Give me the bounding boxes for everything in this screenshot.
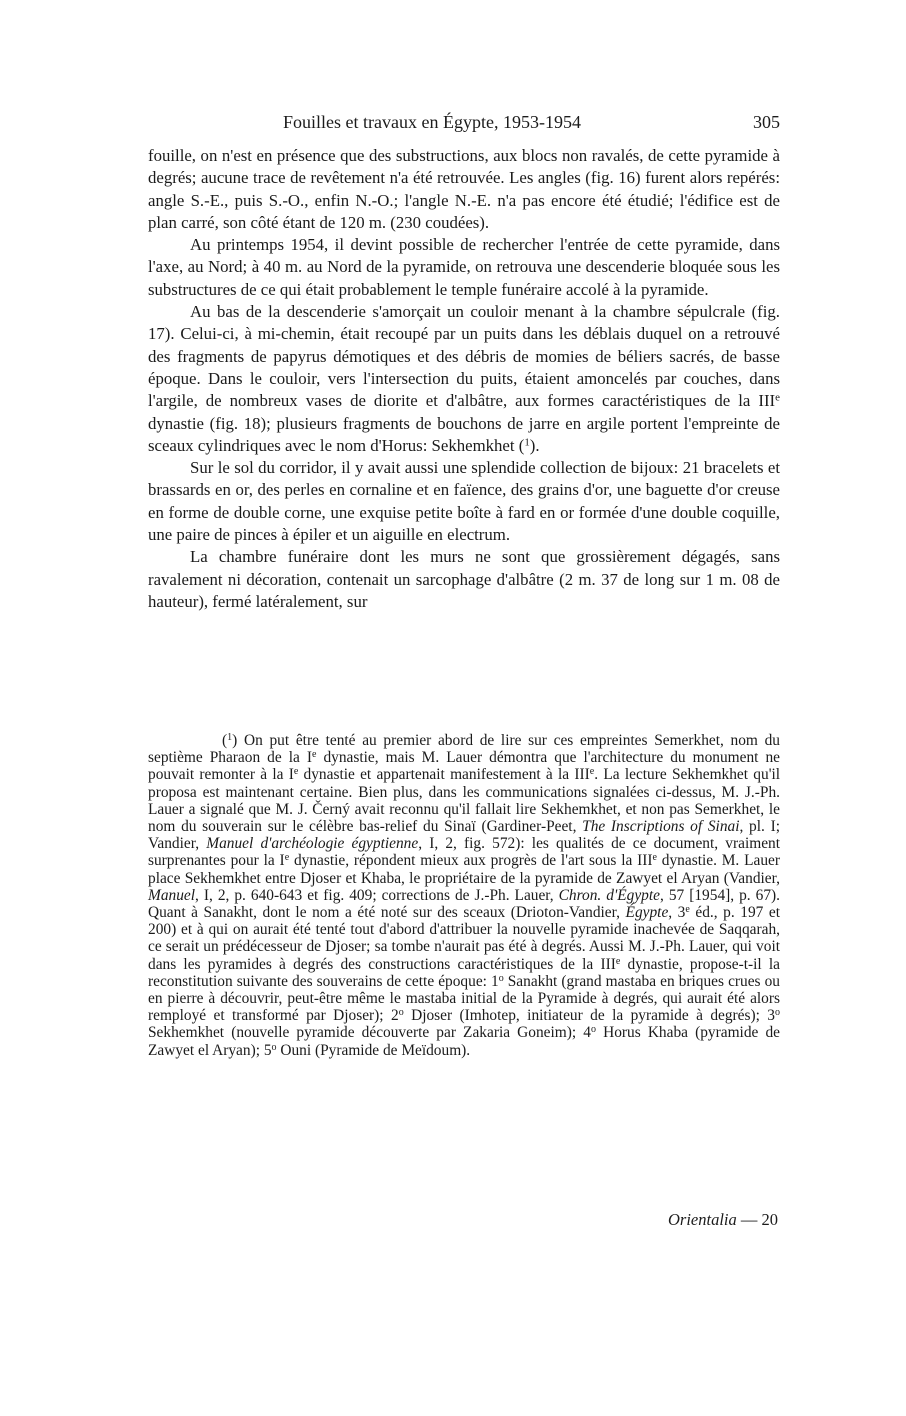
footnote-text: Ouni (Pyramide de Meïdoum). — [276, 1041, 471, 1059]
italic-title: Chron. d'Égypte — [558, 886, 660, 904]
italic-title: Manuel — [148, 886, 196, 904]
signature-separator: — — [736, 1210, 762, 1229]
footnote-marker: 1 — [227, 732, 233, 743]
paragraph-4: Sur le sol du corridor, il y avait aussi une splendide collection de bijoux: 21 bracelets et brassards en or, des perles en cornaline et en faïence, des grains d'or, une baguette d'or creuse en forme de double corne, une exquise petite boîte à fard en or formée d'une double coquille, une paire de pinces à épiler et un aiguille en electrum. — [148, 458, 780, 545]
footnote-section — [148, 732, 780, 1059]
paragraph-3-text-c: ). — [529, 435, 540, 455]
paragraph-3-text-b: dynastie (fig. 18); plusieurs fragments de bouchons de jarre en argile portent l'empreinte de sceaux cylindriques avec le nom d'Horus: Sekhemkhet ( — [148, 413, 780, 455]
footnote-text: dynastie, mais M. Lauer démontra que l'architecture du monument ne pouvait remonter à la I — [148, 749, 780, 784]
superscript: e — [685, 904, 690, 916]
footnote-text: dynastie. M. Lauer place Sekhemkhet entre Djoser et Khaba, le propriétaire de la pyramide de Zawyet el Aryan (Vandier, — [148, 852, 780, 887]
paragraph-5: La chambre funéraire dont les murs ne sont que grossièrement dégagés, sans ravalement ni décoration, contenait un sarcophage d'albâtre (2 m. 37 de long sur 1 m. 08 de hauteur), fermé latéralement, sur — [148, 547, 780, 611]
superscript: e — [311, 749, 317, 761]
footnote-text: Djoser (Imhotep, initiateur de la pyramide à degrés); 3 — [403, 1007, 775, 1025]
ordinal-mark: o — [498, 972, 504, 984]
italic-title: The Inscriptions of Sinai — [582, 818, 740, 836]
superscript: e — [615, 955, 621, 967]
main-text — [148, 145, 780, 613]
paragraph-1: fouille, on n'est en présence que des substructions, aux blocs non ravalés, de cette pyramide à degrés; aucune trace de revêtement n'a été retrouvée. Les angles (fig. 16) furent alors repérés: angle S.-E., puis S.-O., enfin N.-O.; l'angle N.-E. n'a pas encore été étudié; l'édifice est de plan carré, son côté étant de 120 m. (230 coudées). — [148, 146, 780, 232]
superscript: e — [284, 852, 290, 864]
footnote-text: dynastie, propose-t-il la reconstitution suivante des souverains de cette époque: 1 — [148, 955, 781, 990]
footnote-text: , I, 2, fig. 572): les qualités de ce document, vraiment surprenantes pour la I — [148, 835, 780, 870]
footnote-text: , I, 2, p. 640-643 et fig. 409; corrections de J.-Ph. Lauer, — [195, 886, 559, 904]
italic-title: Manuel d'archéologie égyptienne — [206, 835, 419, 853]
paragraph-3-text-a: Au bas de la descenderie s'amorçait un couloir menant à la chambre sépulcrale (fig. 17). Celui-ci, à mi-chemin, était recoupé par un puits dans les déblais duquel on a retrouvé des fragments de papyrus démotiques et des débris de momies de béliers sacrés, de basse époque. Dans le couloir, vers l'intersection du puits, étaient amoncelés par couches, dans l'argile, de nombreux vases de diorite et d'albâtre, aux formes caractéristiques de la III — [148, 302, 780, 411]
ordinal-mark: o — [775, 1007, 780, 1019]
footnote-reference: 1 — [524, 436, 530, 449]
footnote-text: dynastie et appartenait manifestement à la III — [298, 766, 590, 784]
footnote-text: Sanakht (grand mastaba en briques crues ou en pierre à découvrir, peut-être même le mastaba initial de la Pyramide à degrés, qui aurait été alors remployé et transformé par Djoser); 2 — [148, 972, 780, 1025]
footnote-text: dynastie, répondent mieux aux progrès de l'art sous la III — [289, 852, 653, 870]
sheet-signature — [668, 1210, 778, 1230]
footnote-text: Sekhemkhet (nouvelle pyramide découverte par Zakaria Goneim); 4 — [148, 1024, 591, 1042]
footnote-text: , 57 [1954], p. 67). Quant à Sanakht, dont le nom a été noté sur des sceaux (Drioton-Vandier, — [148, 886, 781, 922]
footnote-text: , pl. I; Vandier, — [148, 818, 780, 853]
footnote-text: On put être tenté au premier abord de lire sur ces empreintes Semerkhet, nom du septième Pharaon de la I — [148, 732, 780, 767]
paragraph-3 — [148, 301, 780, 457]
superscript: e — [293, 766, 299, 778]
footnote-text: Horus Khaba (pyramide de Zawyet el Aryan); 5 — [148, 1024, 780, 1059]
journal-name: Orientalia — [668, 1210, 737, 1229]
superscript: e — [775, 391, 780, 404]
italic-title: Égypte — [625, 904, 669, 922]
page-number: 305 — [753, 112, 780, 132]
signature-number: 20 — [761, 1210, 778, 1229]
footnote-text: , 3 — [668, 904, 686, 922]
footnote-text: éd., p. 197 et 200) et à qui on aurait été tenté tout d'abord d'attribuer la nouvelle pyramide inachevée de Saqqarah, ce serait un prédécesseur de Djoser; sa tombe n'aurait pas été à degrés. Aussi M. J.-Ph. Lauer, qui voit dans les pyramides à degrés des constructions caractéristiques de la III — [148, 904, 780, 973]
ordinal-mark: o — [271, 1041, 277, 1053]
superscript: e — [589, 766, 595, 778]
paragraph-2: Au printemps 1954, il devint possible de rechercher l'entrée de cette pyramide, dans l'axe, au Nord; à 40 m. au Nord de la pyramide, on retrouva une descenderie bloquée sous les substructures de ce qui était probablement le temple funéraire accolé à la pyramide. — [148, 235, 780, 299]
ordinal-mark: o — [398, 1007, 404, 1019]
superscript: e — [652, 852, 657, 864]
running-header — [148, 112, 780, 138]
ordinal-mark: o — [590, 1024, 596, 1036]
footnote-text: . La lecture Sekhemkhet qu'il proposa est maintenant certaine. Bien plus, dans les communications signalées ci-dessus, M. J.-Ph. Lauer a signalé que M. J. Černý avait reconnu qu'il fallait lire Sekhemkhet, et non pas Semerkhet, le nom du souverain sur le célèbre bas-relief du Sinaï (Gardiner-Peet, — [148, 766, 781, 836]
footnote-1: ($^1$) On put être tenté au premier abord de lire sur ces empreintes Semerkhet, nom du septième Pharaon de la Ie dynastie, mais M. Lauer démontra que l'architecture du monument ne pouvait remonter à la Ie dynastie et appartenait manifestement à la IIIe. La lecture Sekhemkhet qu'il proposa est maintenant certaine. Bien plus, dans les communications signalées ci-dessus, M. J.-Ph. Lauer a signalé que M. J. Černý avait reconnu qu'il fallait lire Sekhemkhet, et non pas Semerkhet, le nom du souverain sur le célèbre bas-relief du Sinaï (Gardiner-Peet, The Inscriptions of Sinai, pl. I; Vandier, Manuel d'archéologie égyptienne, I, 2, fig. 572): les qualités de ce document, vraiment surprenantes pour la Ie dynastie, répondent mieux aux progrès de l'art sous la IIIe dynastie. M. Lauer place Sekhemkhet entre Djoser et Khaba, le propriétaire de la pyramide de Zawyet el Aryan (Vandier, Manuel, I, 2, p. 640-643 et fig. 409; corrections de J.-Ph. Lauer, Chron. d'Égypte, 57 [1954], p. 67). Quant à Sanakht, dont le nom a été noté sur des sceaux (Drioton-Vandier, Égypte, 3e éd., p. 197 et 200) et à qui on aurait été tenté tout d'abord d'attribuer la nouvelle pyramide inachevée de Saqqarah, ce serait un prédécesseur de Djoser; sa tombe n'aurait pas été à degrés. Aussi M. J.-Ph. Lauer, qui voit dans les pyramides à degrés des constructions caractéristiques de la IIIe dynastie, propose-t-il la reconstitution suivante des souverains de cette époque: 1$^o$ Sanakht (grand mastaba en briques crues ou en pierre à découvrir, peut-être même le mastaba initial de la Pyramide à degrés, qui aurait été alors remployé et transformé par Djoser); 2$^o$ Djoser (Imhotep, initiateur de la pyramide à degrés); 3$^o$ Sekhemkhet (nouvelle pyramide découverte par Zakaria Goneim); 4$^o$ Horus Khaba (pyramide de Zawyet el Aryan); 5$^o$ Ouni (Pyramide de Meïdoum). — [148, 732, 781, 1059]
running-title: Fouilles et travaux en Égypte, 1953-1954 — [283, 112, 581, 132]
